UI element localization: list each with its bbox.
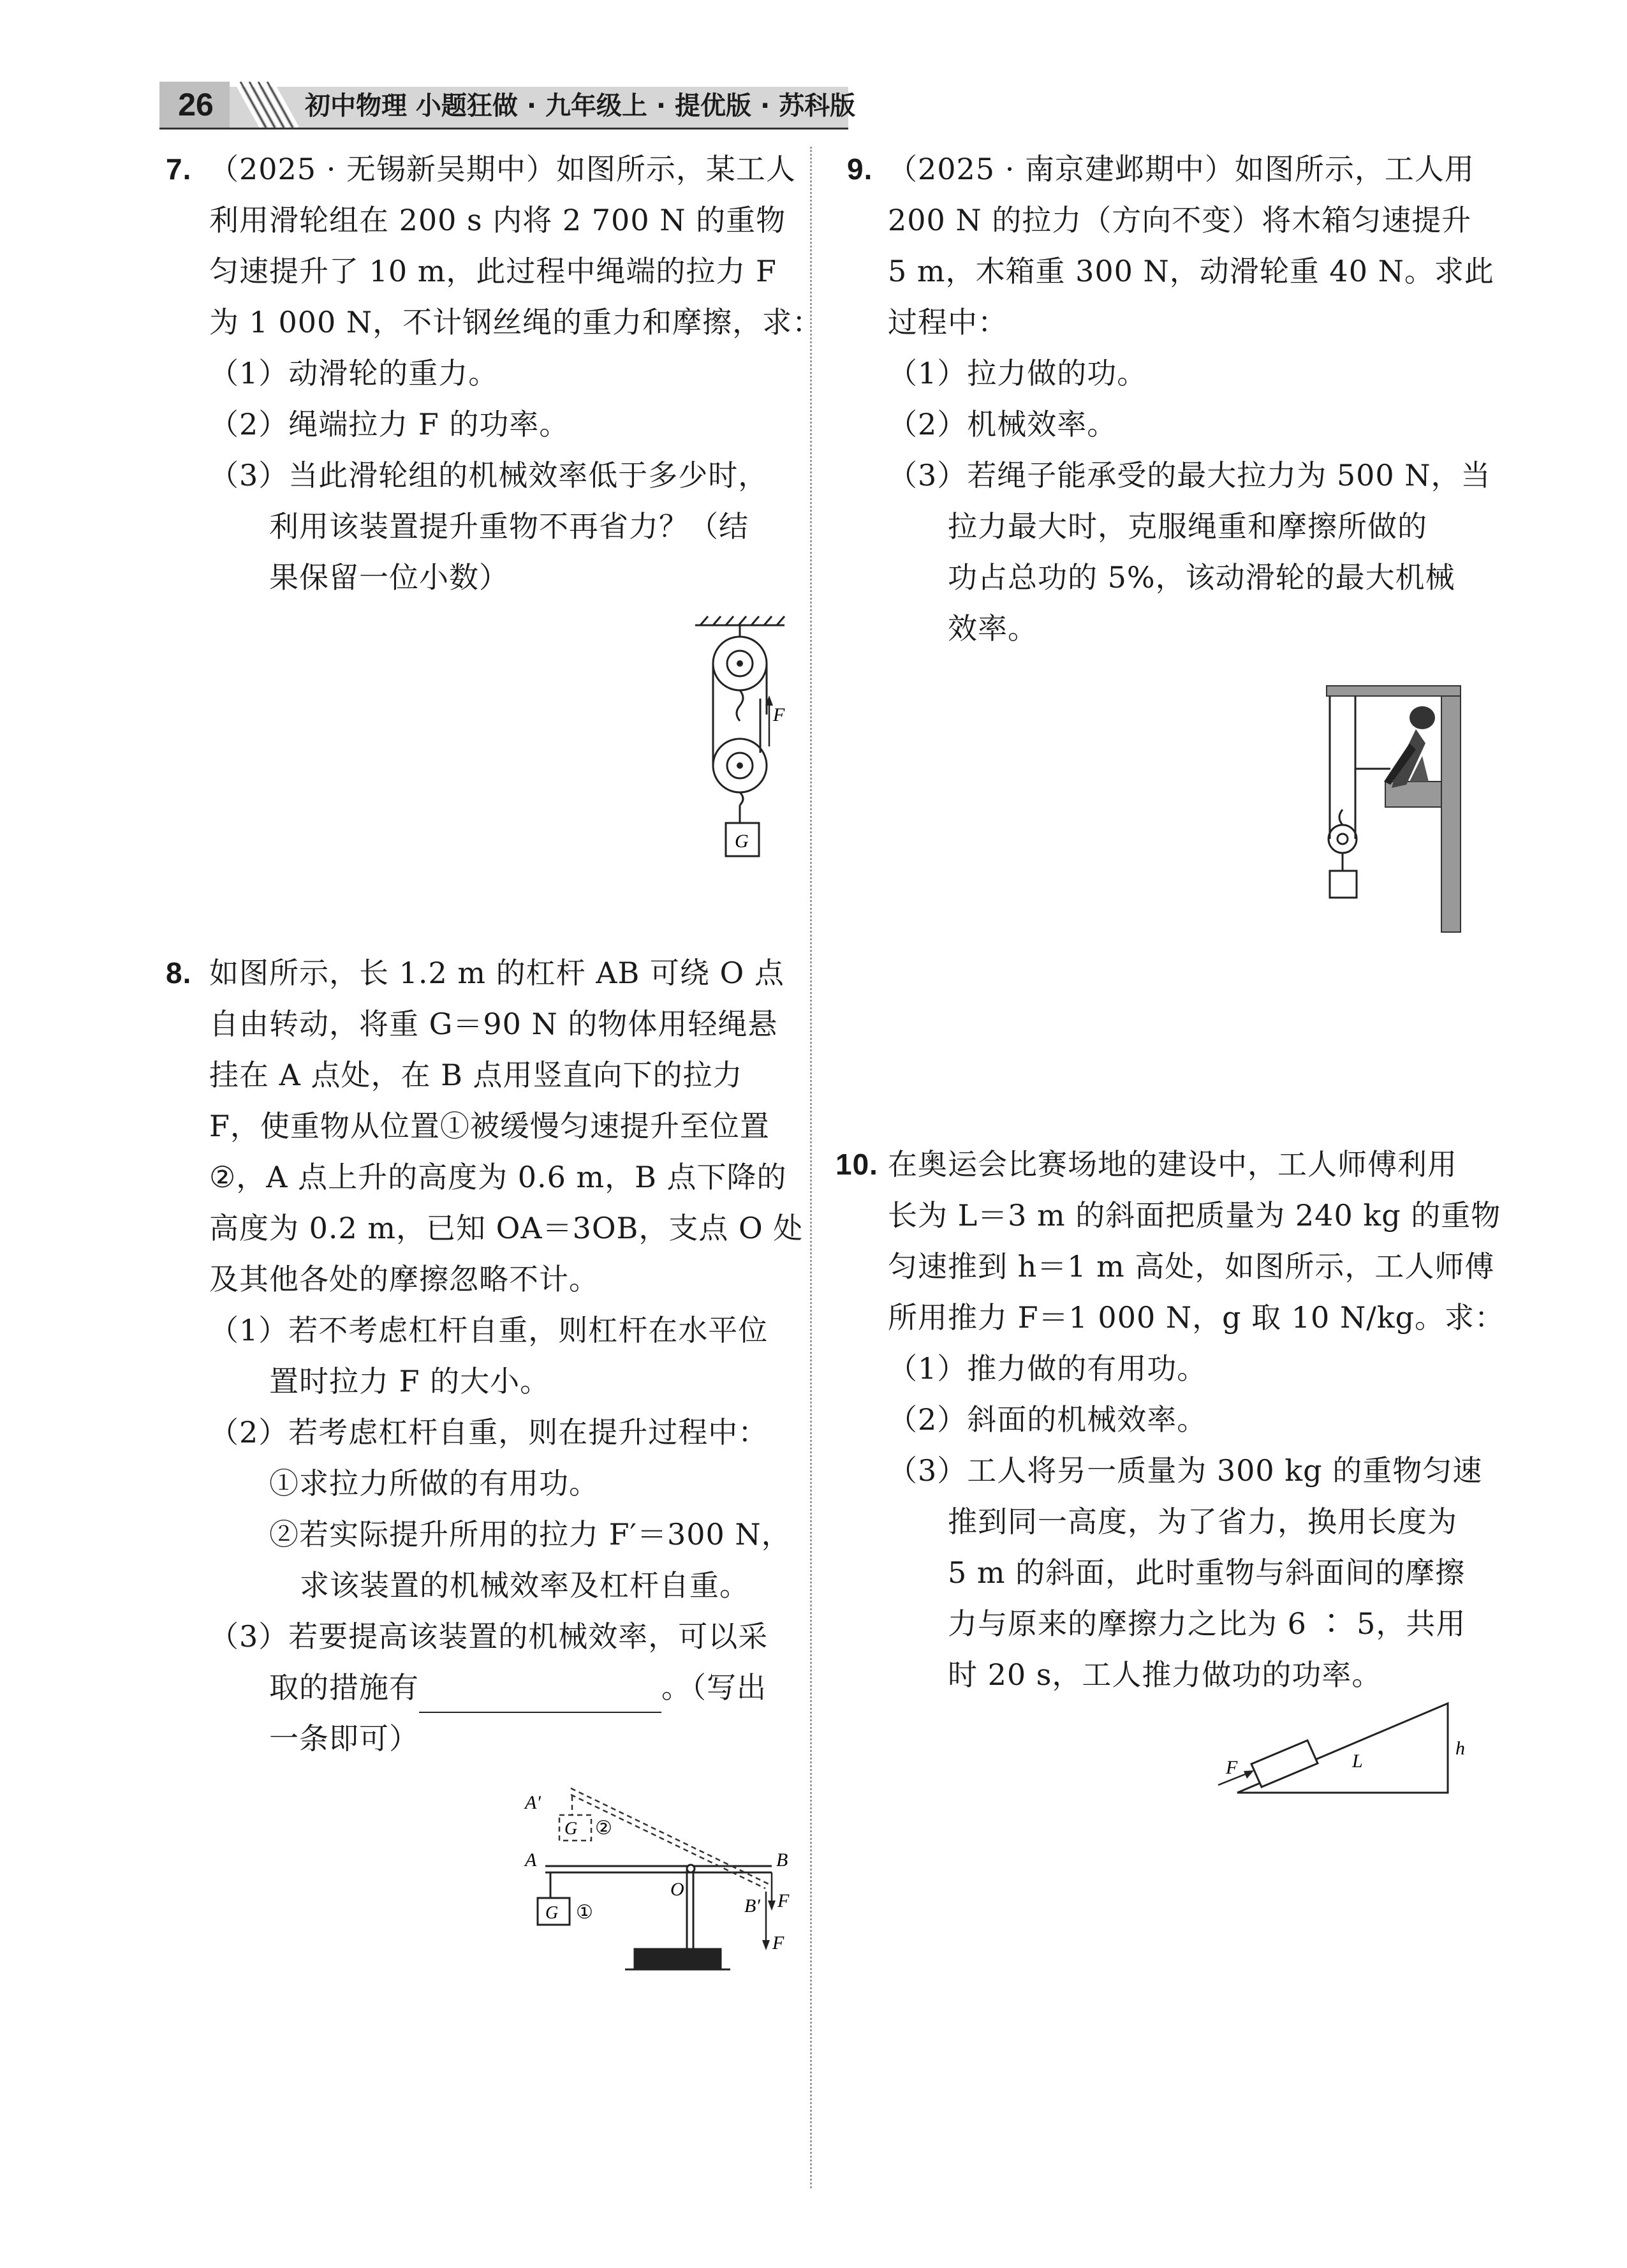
question-text-line: 长为 L＝3 m 的斜面把质量为 240 kg 的重物 — [888, 1198, 1501, 1233]
sub-question: （1）推力做的有用功。 — [888, 1351, 1207, 1386]
sub-question-cont: 推到同一高度，为了省力，换用长度为 — [948, 1504, 1457, 1539]
label-F: F — [1226, 1757, 1238, 1778]
question-number: 7. — [166, 152, 192, 186]
label-B-prime: B′ — [744, 1895, 760, 1916]
lever-figure — [520, 1770, 800, 1981]
page-number: 26 — [178, 87, 214, 122]
label-A-prime: A′ — [525, 1792, 541, 1813]
sub-question-cont: 求该装置的机械效率及杠杆自重。 — [300, 1568, 749, 1603]
question-text-line: 5 m，木箱重 300 N，动滑轮重 40 N。求此 — [888, 254, 1494, 288]
question-number: 8. — [166, 956, 192, 989]
question-text-line: 自由转动，将重 G＝90 N 的物体用轻绳悬 — [209, 1007, 778, 1041]
question-text-line: 挂在 A 点处，在 B 点用竖直向下的拉力 — [209, 1058, 743, 1092]
sub-question-cont: 一条即可） — [269, 1721, 419, 1756]
sub-question: （1）若不考虑杠杆自重，则杠杆在水平位 — [209, 1313, 769, 1347]
sub-question-cont: 果保留一位小数） — [269, 560, 509, 595]
sub-question: （2）若考虑杠杆自重，则在提升过程中： — [209, 1415, 769, 1449]
label-A: A — [525, 1849, 537, 1871]
question-text-line: 如图所示，长 1.2 m 的杠杆 AB 可绕 O 点 — [209, 956, 784, 990]
question-text-line: 200 N 的拉力（方向不变）将木箱匀速提升 — [888, 203, 1472, 237]
sub-question: （3）工人将另一质量为 300 kg 的重物匀速 — [888, 1453, 1483, 1488]
sub-question-cont: ①求拉力所做的有用功。 — [269, 1466, 599, 1501]
sub-question-text: 。（写出 — [661, 1670, 767, 1705]
incline-figure — [1212, 1697, 1480, 1805]
question-text-line: 高度为 0.2 m，已知 OA＝3OB，支点 O 处 — [209, 1211, 804, 1245]
sub-question: （3）当此滑轮组的机械效率低于多少时， — [209, 458, 769, 493]
label-G1: G — [545, 1903, 559, 1923]
question-text-line: 在奥运会比赛场地的建设中，工人师傅利用 — [888, 1147, 1457, 1182]
sub-question: （3）若绳子能承受的最大拉力为 500 N，当 — [888, 458, 1491, 493]
sub-question-cont: 5 m 的斜面，此时重物与斜面间的摩擦 — [948, 1555, 1466, 1590]
sub-question: （2）绳端拉力 F 的功率。 — [209, 407, 570, 441]
sub-question-cont: 时 20 s，工人推力做功的功率。 — [948, 1657, 1382, 1692]
sub-question-text: 取的措施有 — [269, 1670, 419, 1705]
column-divider — [810, 147, 812, 2188]
question-text-line: （2025 · 南京建邺期中）如图所示，工人用 — [888, 152, 1475, 186]
sub-question-cont: ②若实际提升所用的拉力 F′＝300 N， — [269, 1517, 791, 1552]
label-G: G — [735, 831, 749, 852]
sub-question: （2）机械效率。 — [888, 407, 1117, 441]
question-text-line: 匀速推到 h＝1 m 高处，如图所示，工人师傅 — [888, 1249, 1495, 1284]
pulley-block-figure — [689, 612, 804, 880]
label-h: h — [1455, 1738, 1465, 1759]
sub-question-cont: 拉力最大时，克服绳重和摩擦所做的 — [948, 509, 1427, 544]
sub-question-cont — [269, 1662, 767, 1713]
worker-pulley-figure — [1320, 679, 1473, 947]
question-text-line: 及其他各处的摩擦忽略不计。 — [209, 1262, 599, 1296]
question-number: 10. — [836, 1148, 878, 1181]
question-number: 9. — [847, 152, 873, 186]
sub-question: （3）若要提高该装置的机械效率，可以采 — [209, 1619, 769, 1654]
header-title: 初中物理 小题狂做 · 九年级上 · 提优版 · 苏科版 — [305, 91, 856, 121]
question-text-line: 利用滑轮组在 200 s 内将 2 700 N 的重物 — [209, 203, 786, 237]
sub-question-cont: 力与原来的摩擦力之比为 6 ∶ 5，共用 — [948, 1606, 1466, 1641]
question-text-line: 为 1 000 N，不计钢丝绳的重力和摩擦，求： — [209, 305, 823, 339]
question-text-line: 所用推力 F＝1 000 N，g 取 10 N/kg。求： — [888, 1300, 1505, 1335]
question-text-line: F，使重物从位置①被缓慢匀速提升至位置 — [209, 1109, 770, 1143]
question-text-line: （2025 · 无锡新吴期中）如图所示，某工人 — [209, 152, 796, 186]
worker-icon — [1384, 706, 1435, 788]
arrow-head-icon — [762, 1940, 770, 1950]
question-text-line: 匀速提升了 10 m，此过程中绳端的拉力 F — [209, 254, 777, 288]
header-stripes — [236, 82, 300, 128]
label-G2: G — [564, 1819, 578, 1839]
arrow-head-icon — [768, 1901, 776, 1911]
label-O: O — [670, 1879, 684, 1900]
label-F: F — [773, 704, 785, 725]
sub-question-cont: 置时拉力 F 的大小。 — [269, 1364, 550, 1398]
answer-blank[interactable] — [419, 1682, 661, 1713]
label-position-2: ② — [595, 1818, 612, 1839]
label-F2: F — [772, 1932, 784, 1953]
sub-question: （2）斜面的机械效率。 — [888, 1402, 1207, 1437]
sub-question: （1）动滑轮的重力。 — [209, 356, 499, 390]
arrow-head-icon — [1244, 1770, 1254, 1779]
label-L: L — [1352, 1751, 1363, 1772]
question-text-line: 过程中： — [888, 305, 1008, 339]
sub-question-cont: 功占总功的 5%，该动滑轮的最大机械 — [948, 560, 1455, 595]
question-text-line: ②，A 点上升的高度为 0.6 m，B 点下降的 — [209, 1160, 787, 1194]
label-B: B — [776, 1849, 788, 1871]
label-position-1: ① — [576, 1902, 593, 1923]
header-rule — [159, 128, 848, 130]
sub-question-cont: 利用该装置提升重物不再省力？（结 — [269, 509, 749, 544]
label-F1: F — [777, 1890, 790, 1911]
sub-question: （1）拉力做的功。 — [888, 356, 1147, 390]
sub-question-cont: 效率。 — [948, 611, 1038, 646]
